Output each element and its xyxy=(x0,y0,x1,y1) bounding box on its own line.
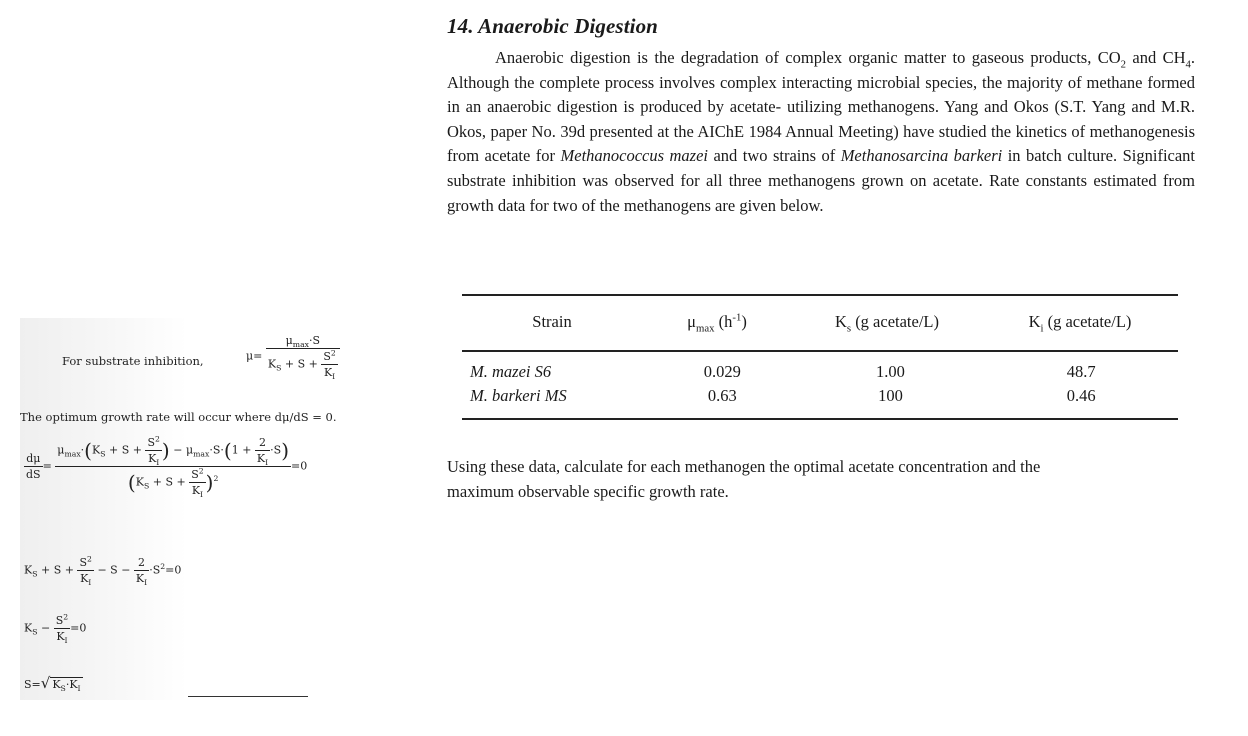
derivative-equation: $\frac{d\mu}{dS}$ = $\mu_{max}\cdot(K_S + S$ + $\frac{S^2}{K_I}$ ) − $\mu_{max}\cdot S\cdot(1$ + $\frac{2}{K_I}$ ·S) ($K_S + S$ + $\frac{S^2}{K_I}$ )$^2$ =0 xyxy=(26,434,308,500)
cell-mumax: 0.63 xyxy=(707,386,737,405)
intro-text: For substrate inhibition, xyxy=(62,354,204,368)
cell-strain: M. mazei S6 xyxy=(470,362,552,381)
species-barkeri: Methanosarcina barkeri xyxy=(840,146,1003,166)
derivation-panel xyxy=(20,318,392,700)
header-ki: $K_i$ (g acetate/L) xyxy=(1028,312,1132,335)
cell-ks: 100 xyxy=(878,386,903,405)
cell-ks: 1.00 xyxy=(876,362,905,381)
question-line-2: maximum observable specific growth rate. xyxy=(447,481,729,501)
cell-ki: 48.7 xyxy=(1066,362,1096,381)
species-mazei: Methanococcus mazei xyxy=(560,146,708,166)
ch4-label: $CH_4$ xyxy=(1162,48,1191,71)
header-ks: $K_s$ (g acetate/L) xyxy=(834,312,940,335)
scan-underline xyxy=(188,696,308,697)
para-line-5: at the AIChE 1984 Annual Meeting) have studied the kinetics of methanogenesis from xyxy=(447,121,1195,166)
document-text xyxy=(447,14,1197,218)
table-bottom-rule xyxy=(462,418,1178,420)
question-line-1: Using these data, calculate for each methanogen the optimal acetate concentration and the xyxy=(447,457,1041,476)
table-header-rule xyxy=(462,350,1178,352)
header-mumax: $\mu_{max}$ $(h^{-1})$ xyxy=(687,311,747,335)
table-row xyxy=(462,360,1178,384)
rate-constants-table xyxy=(462,294,1178,420)
para-line-7: Significant substrate inhibition was observed for all three methanogens grown on acetate. xyxy=(447,146,1196,190)
section-title: 14. Anaerobic Digestion xyxy=(447,14,658,38)
simplified-equation-2: $K_S$ − $\frac{S^2}{K_I}$ =0 xyxy=(24,612,87,646)
table-row xyxy=(462,384,1178,408)
question-text xyxy=(447,455,1197,504)
intro-paragraph: Anaerobic digestion is the degradation of complex organic matter to gaseous products, $CO_2$ and $CH_4$. Although the complete process involves complex interacting microbial species, the majority of methane formed in an anaerobic digestion is produced by acetate- utilizing methanogens. Yang and Okos (S.T. Yang and M.R. Okos, paper No. 39d presented at the AIChE 1984 Annual Meeting) have studied the kinetics of methanogenesis from acetate for Methanococcus mazei and two strains of Methanosarcina barkeri in batch culture. Significant substrate inhibition was observed for all three methanogens grown on acetate. Rate constants estimated from growth data for two of the methanogens are given below. xyxy=(447,48,1196,215)
cell-strain: M. barkeri MS xyxy=(470,386,567,405)
simplified-equation-1: $K_S + S$ + $\frac{S^2}{K_I}$ − S − $\frac{2}{K_I}$ $\cdot S^2=0$ xyxy=(24,554,182,588)
cell-ki: 0.46 xyxy=(1066,386,1096,405)
cell-mumax: 0.029 xyxy=(703,362,741,381)
para-line-1: Anaerobic digestion is the degradation of complex organic matter to gaseous products, xyxy=(495,48,1092,67)
co2-label: $CO_2$ xyxy=(1097,48,1127,71)
monod-inhibition-equation: μ= $\mu_{max}\cdot S$ $K_S + S$ + $\frac{S^2}{K_I}$ xyxy=(246,334,340,379)
header-strain: Strain xyxy=(532,312,572,331)
para-line-3: species, the majority of methane formed in an anaerobic digestion is produced by acetate- xyxy=(447,72,1195,117)
para-line-8: Rate constants estimated from growth data for two of the methanogens are given below. xyxy=(447,170,1196,215)
table-header-row xyxy=(462,296,1178,348)
optimal-substrate-result: S=√ $K_S\cdot K_I$ xyxy=(24,674,81,694)
para-line-4: utilizing methanogens. Yang and Okos (S.T. Yang and M.R. Okos, paper No. 39d presented xyxy=(447,97,1195,141)
optimum-statement: The optimum growth rate will occur where dμ/dS = 0. xyxy=(20,410,337,424)
